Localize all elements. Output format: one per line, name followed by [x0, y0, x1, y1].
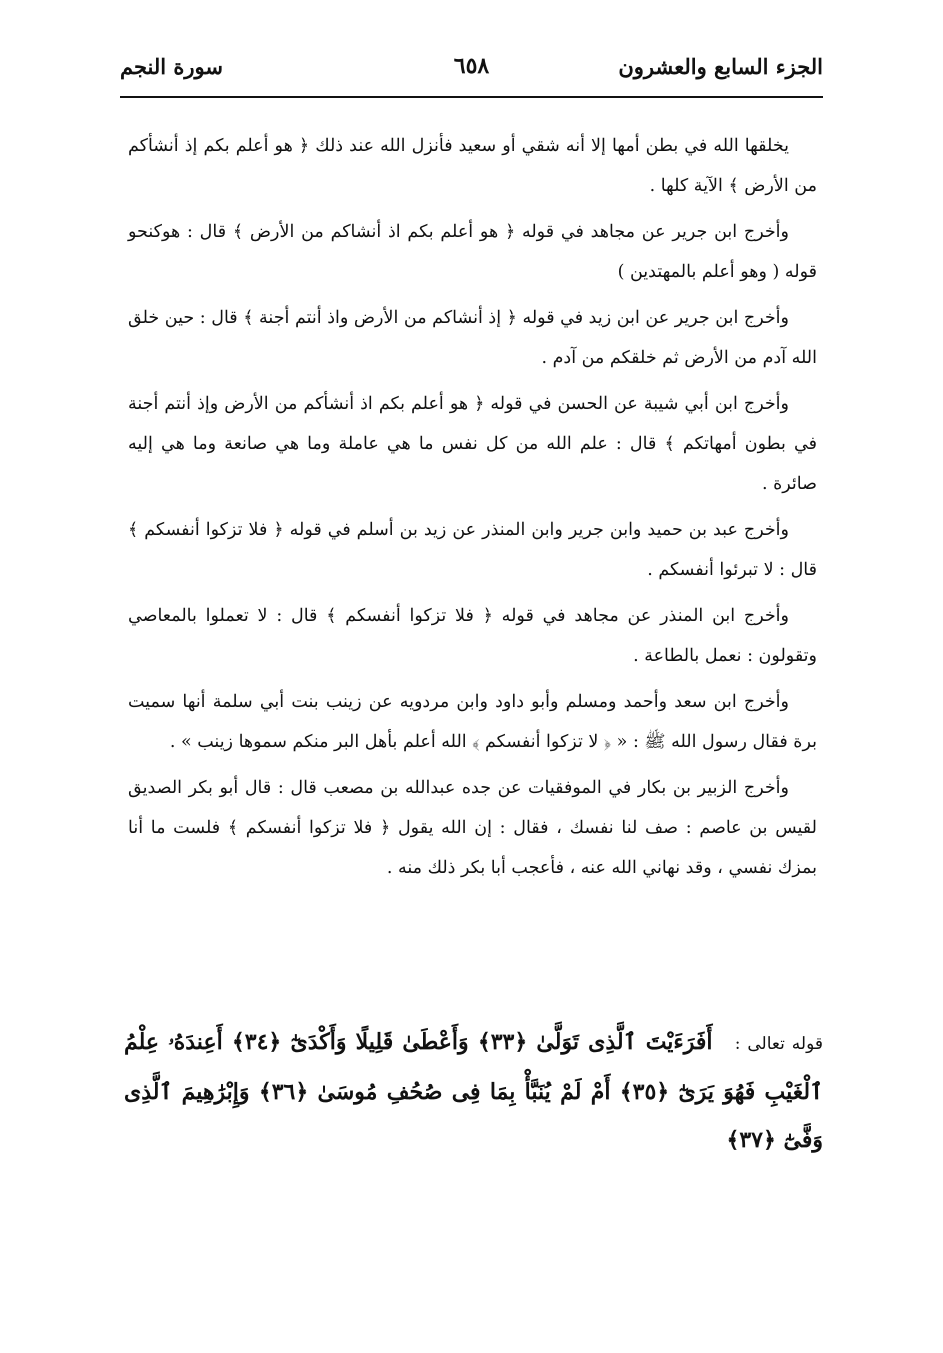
paragraph: وأخرج ابن جرير عن ابن زيد في قوله ﴿ إذ أنشاكم من الأرض واذ أنتم أجنة ﴾ قال : حين خلق الله آدم من الأرض ثم خلقكم من آدم .: [128, 308, 817, 368]
paragraph: وأخرج عبد بن حميد وابن جرير وابن المنذر عن زيد بن أسلم في قوله ﴿ فلا تزكوا أنفسكم ﴾ قال : لا تبرئوا أنفسكم .: [128, 520, 817, 580]
juz-title: الجزء السابع والعشرون: [618, 53, 823, 79]
quran-verse-text: أَفَرَءَيْتَ ٱلَّذِى تَوَلَّىٰ ﴿٣٣﴾ وَأَعْطَىٰ قَلِيلًا وَأَكْدَىٰٓ ﴿٣٤﴾ أَعِندَهُۥ عِلْمُ ٱلْغَيْبِ فَهُوَ يَرَىٰٓ ﴿٣٥﴾ أَمْ لَمْ يُنَبَّأْ بِمَا فِى صُحُفِ مُوسَىٰ ﴿٣٦﴾ وَإِبْرَٰهِيمَ ٱلَّذِى وَفَّىٰٓ ﴿٣٧﴾: [124, 1029, 823, 1153]
paragraph: وأخرج الزبير بن بكار في الموفقيات عن جده عبدالله بن مصعب قال : قال أبو بكر الصديق لقيس بن عاصم : صف لنا نفسك ، فقال : إن الله يقول ﴿ فلا تزكوا أنفسكم ﴾ فلست ما أنا بمزك نفسي ، وقد نهاني الله عنه ، فأعجب أبا بكر ذلك منه .: [128, 778, 817, 878]
surah-title: سورة النجم: [120, 53, 224, 79]
paragraph: وأخرج ابن أبي شيبة عن الحسن في قوله ﴿ هو أعلم بكم اذ أنشأكم من الأرض وإذ أنتم أجنة في بطون أمهاتكم ﴾ قال : علم الله من كل نفس ما هي عاملة وما هي صانعة وما هي إليه صائرة .: [128, 394, 817, 494]
verse-intro: قوله تعالى :: [734, 1034, 823, 1054]
main-text: [128, 126, 817, 894]
paragraph: وأخرج ابن جرير عن مجاهد في قوله ﴿ هو أعلم بكم اذ أنشاكم من الأرض ﴾ قال : هوكنحو قوله ( وهو أعلم بالمهتدين ): [128, 222, 817, 282]
paragraph: وأخرج ابن المنذر عن مجاهد في قوله ﴿ فلا تزكوا أنفسكم ﴾ قال : لا تعملوا بالمعاصي وتقولون : نعمل بالطاعة .: [128, 606, 817, 666]
page-number: ٦٥٨: [453, 53, 490, 79]
running-header: [120, 44, 823, 88]
paragraph: يخلقها الله في بطن أمها إلا أنه شقي أو سعيد فأنزل الله عند ذلك ﴿ هو أعلم بكم إذ أنشأكم من الأرض ﴾ الآية كلها .: [128, 136, 817, 196]
quran-verses-block: [124, 1018, 823, 1164]
header-divider: [120, 96, 823, 98]
paragraph: وأخرج ابن سعد وأحمد ومسلم وأبو داود وابن مردويه عن زينب بنت أبي سلمة أنها سميت برة فقال رسول الله ﷺ : « ﴿ لا تزكوا أنفسكم ﴾ الله أعلم بأهل البر منكم سموها زينب » .: [128, 692, 817, 752]
